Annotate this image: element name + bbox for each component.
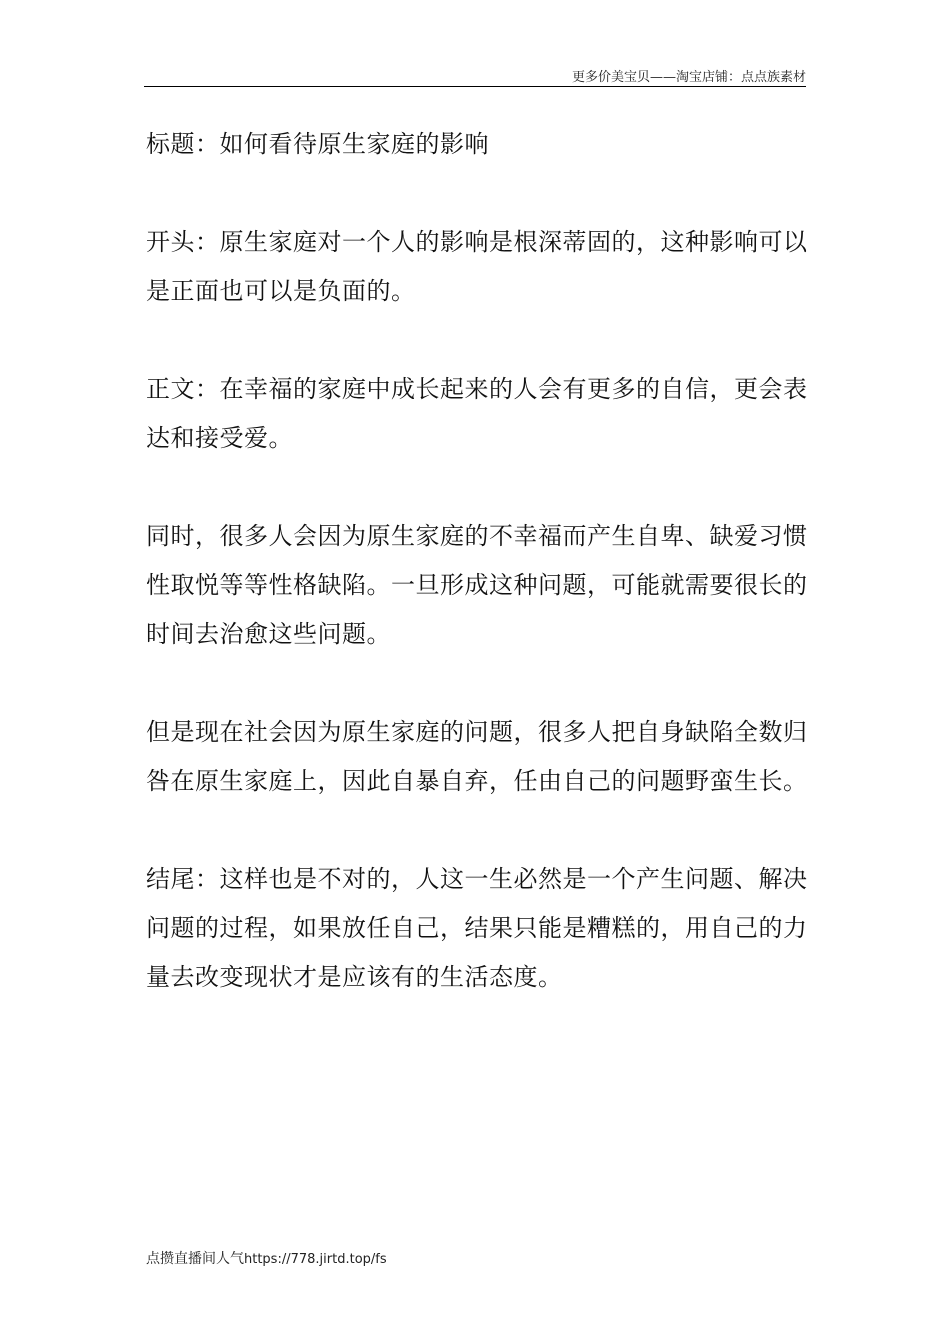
closing-paragraph: 结尾：这样也是不对的，人这一生必然是一个产生问题、解决问题的过程，如果放任自己，结果只能是糟糕的，用自己的力量去改变现状才是应该有的生活态度。 (146, 865, 808, 991)
footer-label: 点攒直播间人气 (146, 1251, 244, 1267)
body-paragraph-1: 正文：在幸福的家庭中成长起来的人会有更多的自信，更会表达和接受爱。 (146, 375, 808, 452)
footer-link[interactable]: https://778.jirtd.top/fs (244, 1252, 387, 1267)
document-body (146, 120, 808, 1051)
body-paragraph-3: 但是现在社会因为原生家庭的问题，很多人把自身缺陷全数归咎在原生家庭上，因此自暴自弃，任由自己的问题野蛮生长。 (146, 718, 808, 795)
page-header (144, 64, 806, 87)
header-text: 更多价美宝贝——淘宝店铺：点点族素材 (571, 70, 806, 85)
body-paragraph-2: 同时，很多人会因为原生家庭的不幸福而产生自卑、缺爱习惯性取悦等等性格缺陷。一旦形成这种问题，可能就需要很长的时间去治愈这些问题。 (146, 522, 808, 648)
page-footer (146, 1248, 387, 1268)
title-paragraph: 标题：如何看待原生家庭的影响 (146, 130, 489, 158)
opening-paragraph: 开头：原生家庭对一个人的影响是根深蒂固的，这种影响可以是正面也可以是负面的。 (146, 228, 808, 305)
